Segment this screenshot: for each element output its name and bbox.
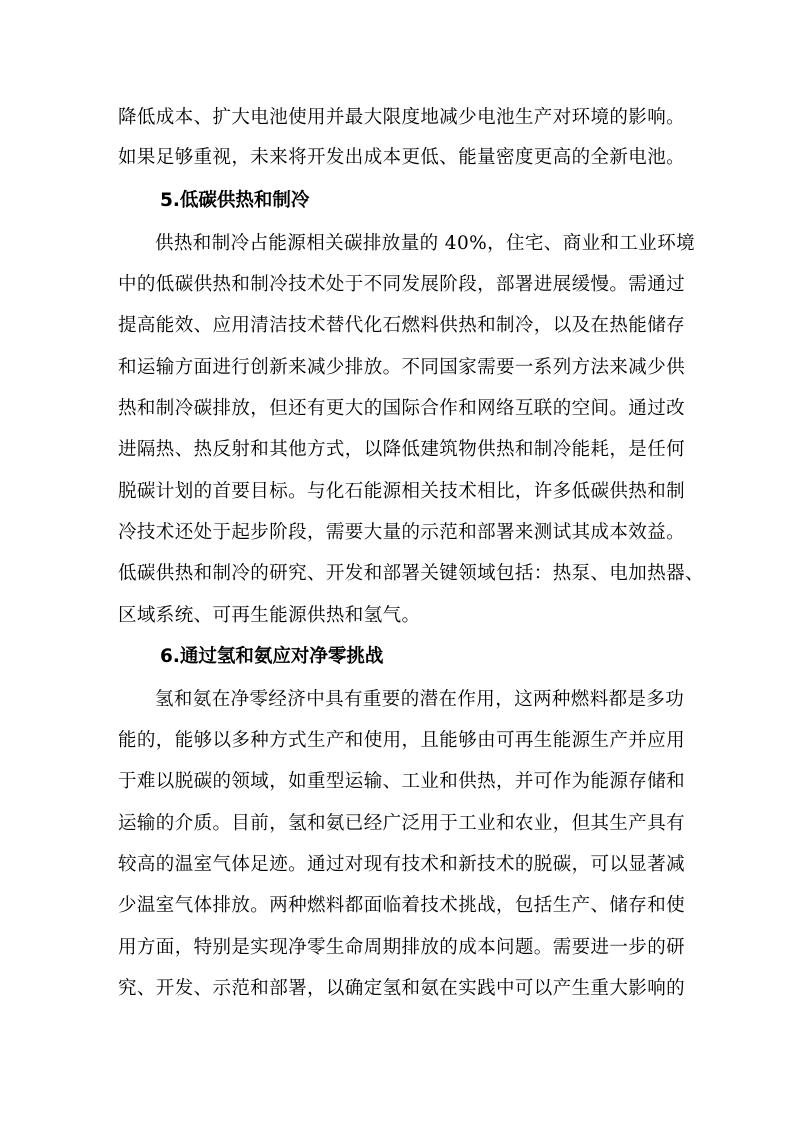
body-text-line: 较高的温室气体足迹。通过对现有技术和新技术的脱碳，可以显著减 — [118, 854, 686, 875]
body-text-line: 降低成本、扩大电池使用并最大限度地减少电池生产对环境的影响。 — [118, 107, 686, 128]
body-text-line: 运输的介质。目前，氢和氨已经广泛用于工业和农业，但其生产具有 — [118, 813, 686, 834]
body-text-line: 用方面，特别是实现净零生命周期排放的成本问题。需要进一步的研 — [118, 937, 686, 958]
body-text-line: 提高能效、应用清洁技术替代化石燃料供热和制冷，以及在热能储存 — [118, 315, 686, 336]
body-text-line: 供热和制冷占能源相关碳排放量的 40%，住宅、商业和工业环境 — [155, 233, 696, 254]
section-heading-5: 5.低碳供热和制冷 — [160, 190, 310, 211]
body-text-line: 脱碳计划的首要目标。与化石能源相关技术相比，许多低碳供热和制 — [118, 481, 686, 502]
body-text-line: 中的低碳供热和制冷技术处于不同发展阶段，部署进展缓慢。需通过 — [118, 274, 686, 295]
body-text-line: 氢和氨在净零经济中具有重要的潜在作用，这两种燃料都是多功 — [155, 689, 685, 710]
body-text-line: 能的，能够以多种方式生产和使用，且能够由可再生能源生产并应用 — [118, 730, 686, 751]
body-text-line: 如果足够重视，未来将开发出成本更低、能量密度更高的全新电池。 — [118, 147, 686, 168]
body-text-line: 和运输方面进行创新来减少排放。不同国家需要一系列方法来减少供 — [118, 357, 686, 378]
body-text-line: 进隔热、热反射和其他方式，以降低建筑物供热和制冷能耗，是任何 — [118, 439, 686, 460]
body-text-line: 于难以脱碳的领域，如重型运输、工业和供热，并可作为能源存储和 — [118, 771, 686, 792]
body-text-line: 低碳供热和制冷的研究、开发和部署关键领域包括：热泵、电加热器、 — [118, 563, 704, 584]
body-text-line: 热和制冷碳排放，但还有更大的国际合作和网络互联的空间。通过改 — [118, 398, 686, 419]
section-heading-6: 6.通过氢和氨应对净零挑战 — [160, 646, 384, 667]
body-text-line: 冷技术还处于起步阶段，需要大量的示范和部署来测试其成本效益。 — [118, 522, 686, 543]
body-text-line: 少温室气体排放。两种燃料都面临着技术挑战，包括生产、储存和使 — [118, 895, 686, 916]
body-text-line: 究、开发、示范和部署，以确定氢和氨在实践中可以产生重大影响的 — [118, 978, 686, 999]
body-text-line: 区域系统、可再生能源供热和氢气。 — [118, 605, 421, 626]
